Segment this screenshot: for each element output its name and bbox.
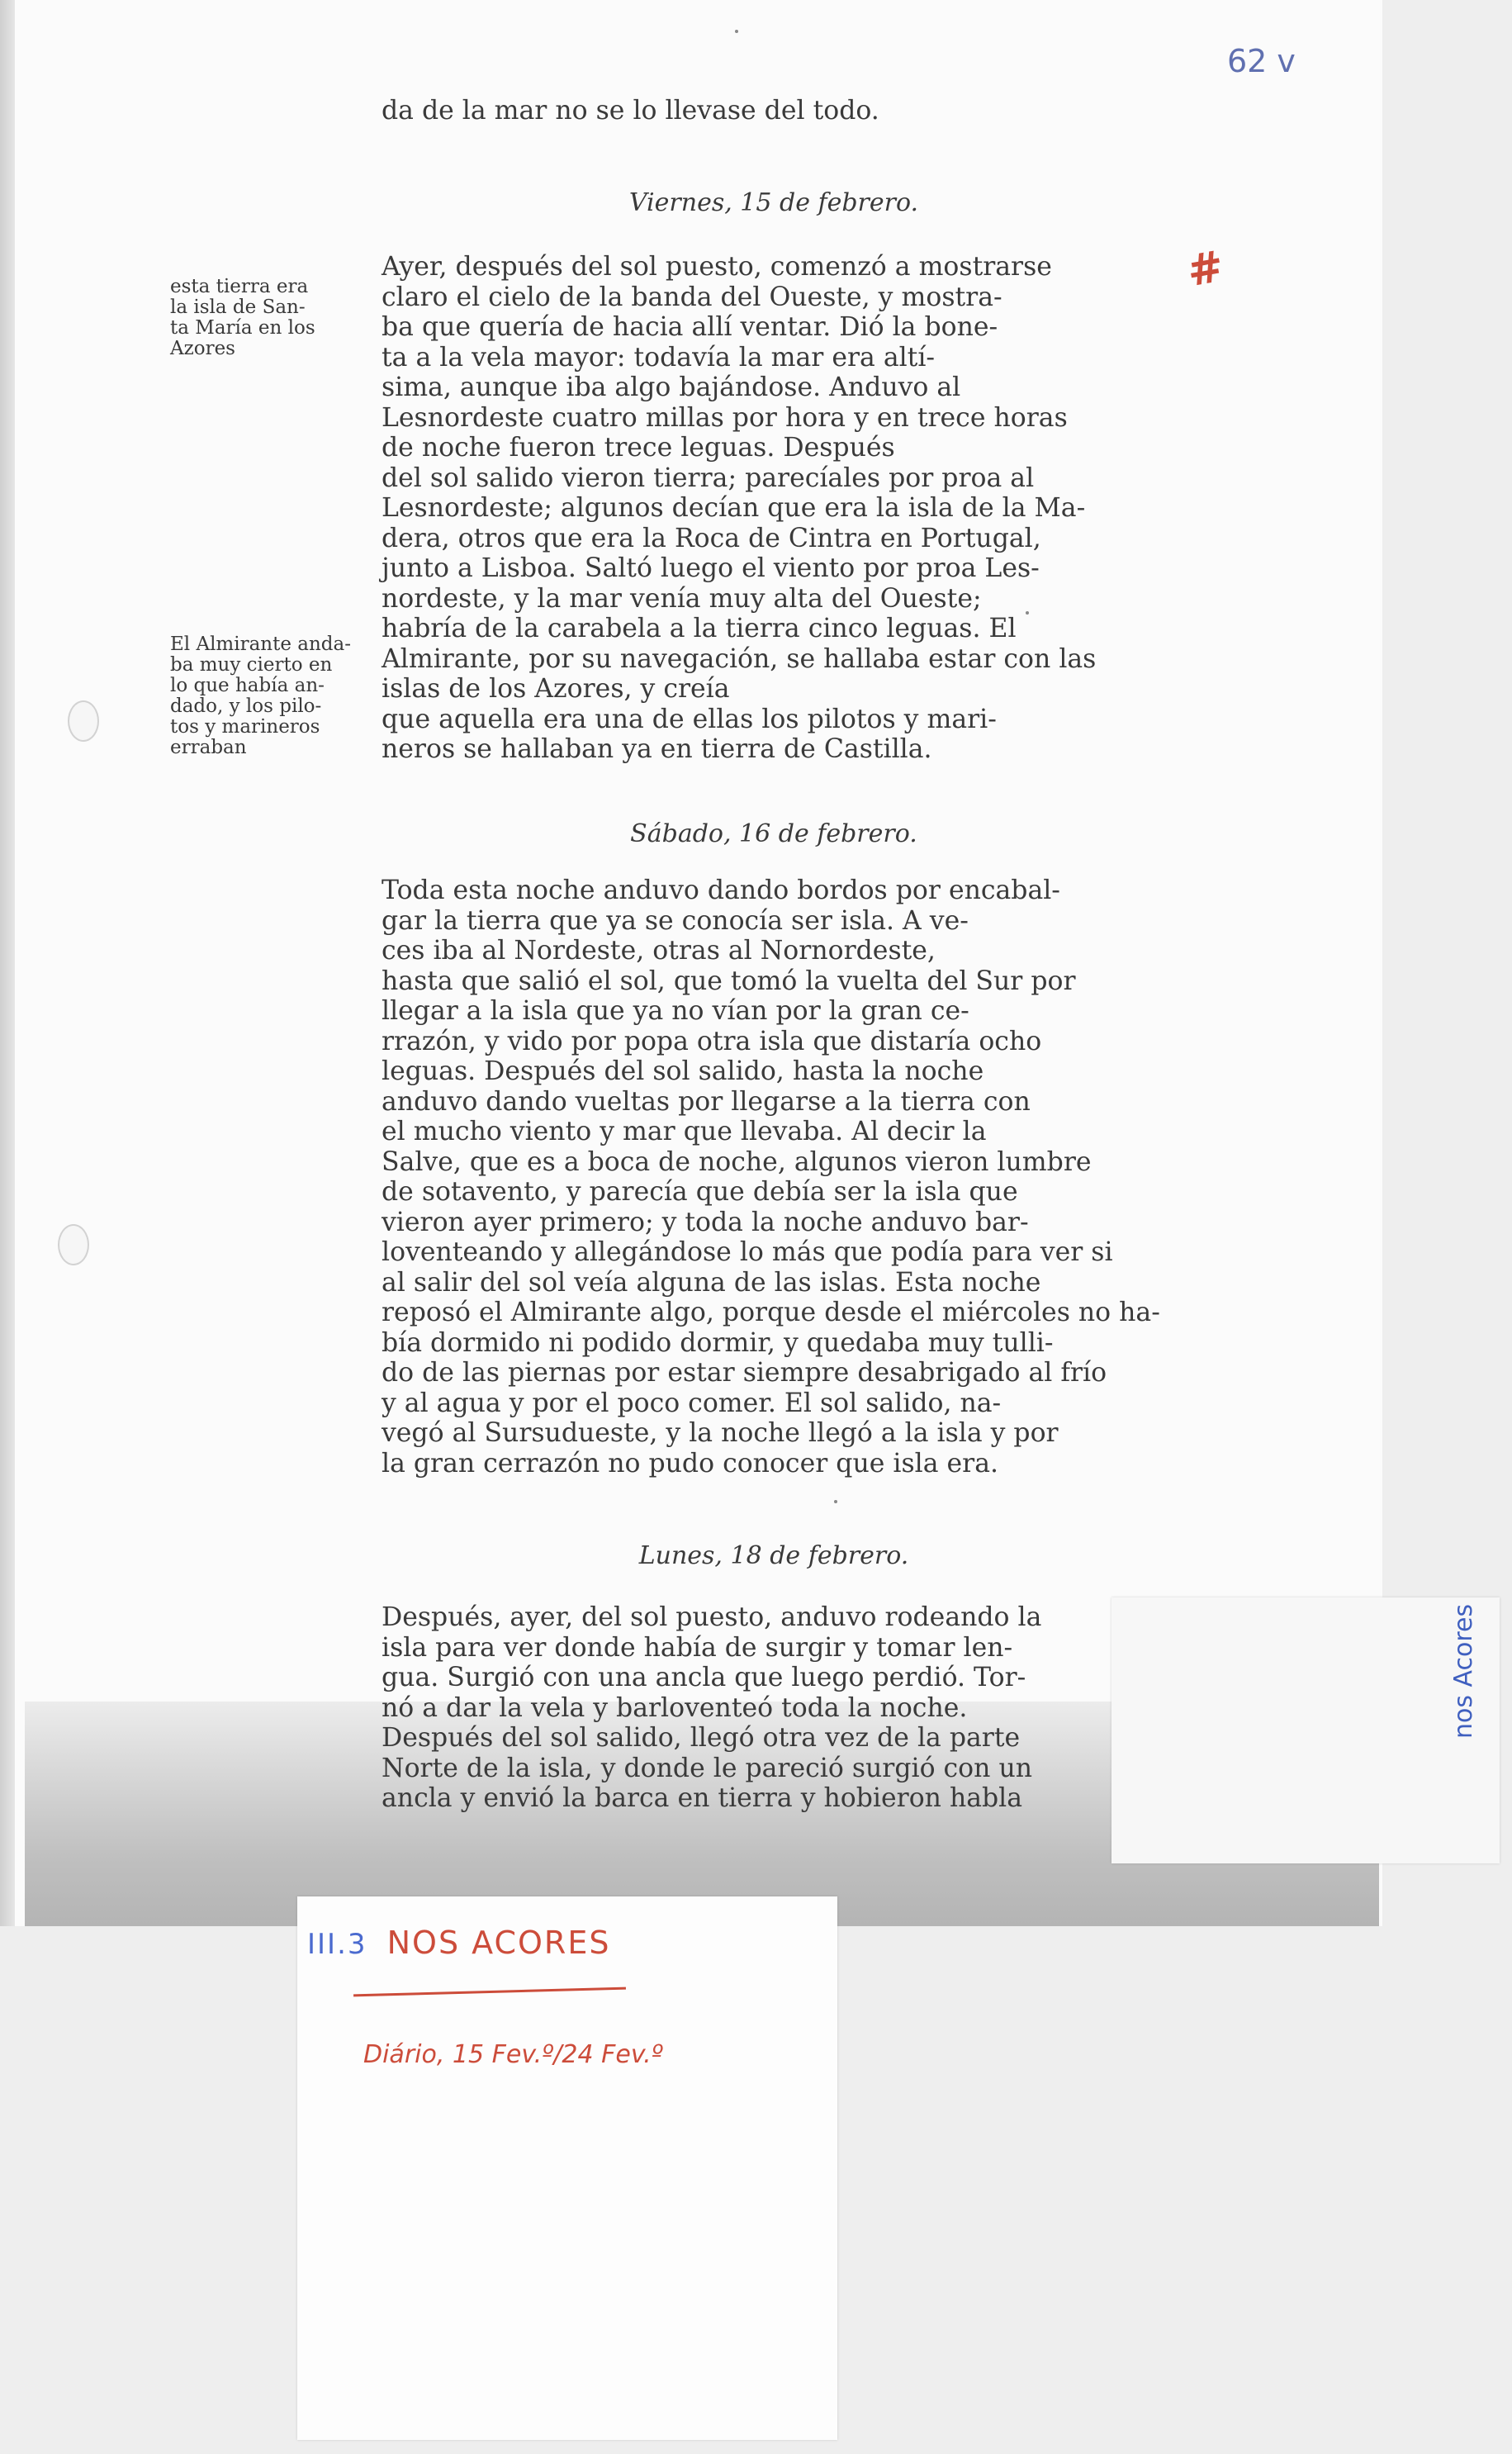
margin-note-line: ba muy cierto en <box>170 654 333 676</box>
vertical-handwritten-note: nos Acores <box>1449 1603 1478 1739</box>
text-line: habría de la carabela a la tierra cinco leguas. El <box>382 614 1017 643</box>
note-number: III.3 <box>307 1928 367 1961</box>
page-number: 62 v <box>1227 43 1296 79</box>
handwritten-subtitle: Diário, 15 Fev.º/24 Fev.º <box>363 2040 663 2069</box>
note-title: NOS ACORES <box>386 1925 611 1961</box>
sticky-note-right <box>1111 1597 1500 1863</box>
text-line: reposó el Almirante algo, porque desde el miércoles no ha- <box>382 1298 1160 1327</box>
text-line: del sol salido vieron tierra; parecíales por proa al <box>382 463 1035 493</box>
section-heading: Sábado, 16 de febrero. <box>630 819 917 848</box>
margin-note <box>170 634 360 758</box>
text-line: que aquella era una de ellas los pilotos y mari- <box>382 704 997 734</box>
text-line: Lesnordeste; algunos decían que era la isla de la Ma- <box>382 493 1086 523</box>
text-line: de sotavento, y parecía que debía ser la isla que <box>382 1177 1018 1207</box>
text-line: Lesnordeste cuatro millas por hora y en trece horas <box>382 402 1068 433</box>
punch-hole <box>58 1224 89 1265</box>
text-line: nordeste, y la mar venía muy alta del Oueste; <box>382 583 982 614</box>
text-line: gua. Surgió con una ancla que luego perdió. Tor- <box>382 1663 1026 1692</box>
text-line: Norte de la isla, y donde le pareció surgió con un <box>382 1753 1033 1783</box>
text-line: Después del sol salido, llegó otra vez de la parte <box>382 1723 1021 1753</box>
margin-note-line: ta María en los <box>170 317 315 339</box>
section-text <box>382 876 1166 1479</box>
text-line: nó a dar la vela y barloventeó toda la noche. <box>382 1692 968 1723</box>
text-line: la gran cerrazón no pudo conocer que isla era. <box>382 1448 998 1479</box>
scan-speck <box>834 1500 837 1503</box>
text-line: ba que quería de hacia allí ventar. Dió la bone- <box>382 312 998 342</box>
section-heading: Viernes, 15 de febrero. <box>628 188 919 217</box>
text-line: llegar a la isla que ya no vían por la gran ce- <box>382 996 969 1026</box>
margin-note-line: lo que había an- <box>170 675 325 696</box>
text-line: y al agua y por el poco comer. El sol salido, na- <box>382 1388 1002 1418</box>
margin-note-line: El Almirante anda- <box>170 634 352 655</box>
text-line: rrazón, y vido por popa otra isla que distaría ocho <box>382 1026 1042 1056</box>
text-line: ces iba al Nordeste, otras al Nornordeste, <box>382 936 936 966</box>
text-line: dera, otros que era la Roca de Cintra en Portugal, <box>382 523 1041 553</box>
text-line: Después, ayer, del sol puesto, anduvo rodeando la <box>382 1602 1042 1632</box>
text-line: el mucho viento y mar que llevaba. Al decir la <box>382 1117 987 1146</box>
red-cross-mark: # <box>1183 241 1228 297</box>
text-line: Almirante, por su navegación, se hallaba estar con las <box>382 643 1097 674</box>
section-text <box>382 1602 1166 1814</box>
section-heading: Lunes, 18 de febrero. <box>638 1541 909 1570</box>
text-line: Ayer, después del sol puesto, comenzó a mostrarse <box>382 252 1052 282</box>
text-line: neros se hallaban ya en tierra de Castilla. <box>382 734 932 764</box>
text-line: claro el cielo de la banda del Oueste, y mostra- <box>382 282 1002 312</box>
section-text <box>382 252 1166 765</box>
text-line: Salve, que es a boca de noche, algunos vieron lumbre <box>382 1146 1092 1177</box>
margin-note-line: dado, y los pilo- <box>170 695 322 717</box>
margin-note-line: Azores <box>170 338 235 359</box>
text-line: leguas. Después del sol salido, hasta la noche <box>382 1056 984 1086</box>
text-line: gar la tierra que ya se conocía ser isla. A ve- <box>382 905 969 936</box>
text-line: bía dormido ni podido dormir, y quedaba muy tulli- <box>382 1327 1054 1358</box>
text-line: de noche fueron trece leguas. Después <box>382 433 895 463</box>
text-line: junto a Lisboa. Saltó luego el viento por proa Les- <box>382 553 1040 583</box>
text-line: ta a la vela mayor: todavía la mar era altí- <box>382 342 936 373</box>
text-line: islas de los Azores, y creía <box>382 674 730 704</box>
text-line: do de las piernas por estar siempre desabrigado al frío <box>382 1358 1107 1388</box>
margin-note-line: la isla de San- <box>170 297 306 318</box>
top-line: da de la mar no se lo llevase del todo. <box>382 96 879 126</box>
text-line: al salir del sol veía alguna de las islas. Esta noche <box>382 1267 1041 1298</box>
margin-note-line: erraban <box>170 737 247 758</box>
margin-note <box>170 277 360 359</box>
text-line: Toda esta noche anduvo dando bordos por encabal- <box>382 876 1060 905</box>
text-line: anduvo dando vueltas por llegarse a la tierra con <box>382 1086 1031 1117</box>
text-line: hasta que salió el sol, que tomó la vuelta del Sur por <box>382 966 1076 996</box>
punch-hole <box>68 700 99 742</box>
text-line: vieron ayer primero; y toda la noche anduvo bar- <box>382 1207 1029 1237</box>
text-line: isla para ver donde había de surgir y tomar len- <box>382 1632 1013 1663</box>
handwritten-title <box>307 1925 610 1961</box>
scan-speck <box>735 30 738 33</box>
text-line: loventeando y allegándose lo más que podía para ver si <box>382 1237 1113 1267</box>
text-line: vegó al Sursudueste, y la noche llegó a la isla y por <box>382 1418 1059 1448</box>
margin-note-line: esta tierra era <box>170 276 309 297</box>
sticky-note-bottom <box>297 1896 837 2440</box>
text-line: sima, aunque iba algo bajándose. Anduvo al <box>382 373 961 402</box>
text-line: ancla y envió la barca en tierra y hobieron habla <box>382 1783 1023 1813</box>
margin-note-line: tos y marineros <box>170 716 320 738</box>
